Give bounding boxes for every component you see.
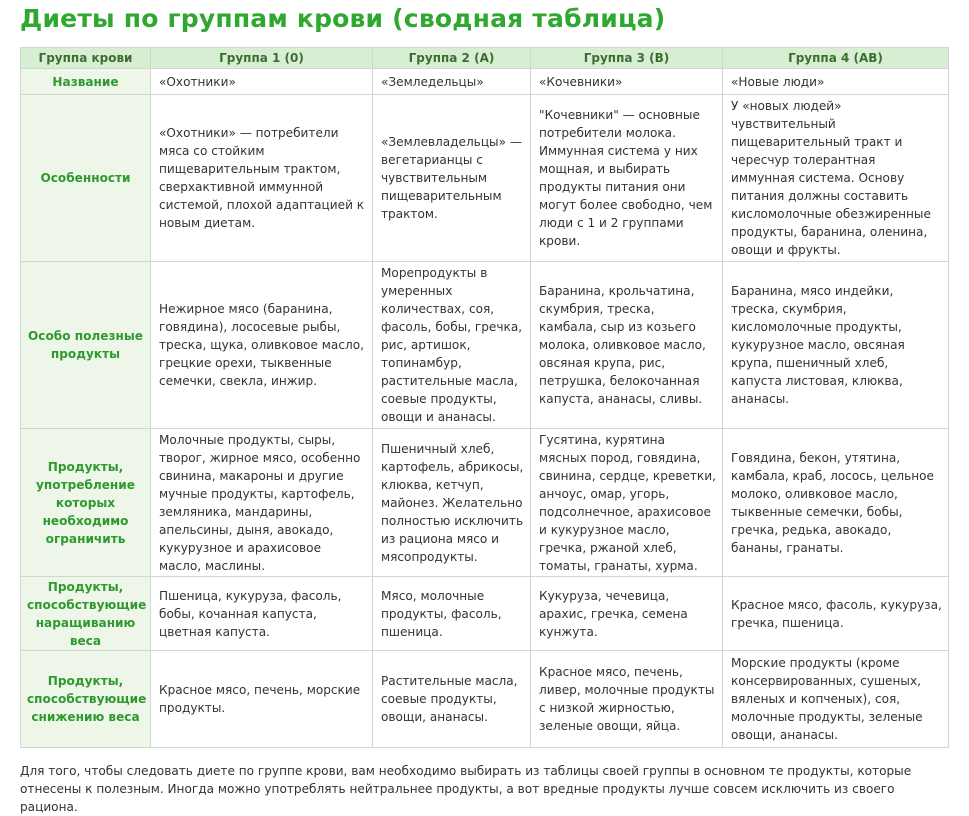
table-cell: "Кочевники" — основные потребители молока. Иммунная система у них мощная, и выбирать продукты питания они могут более свободно, чем люди с 1 и 2 группами крови. <box>531 95 723 262</box>
table-cell: Баранина, мясо индейки, треска, скумбрия, кисломолочные продукты, кукурузное масло, овсяная крупа, пшеничный хлеб, капуста листовая, клюква, ананасы. <box>723 262 949 429</box>
table-row-features <box>21 95 949 262</box>
table-row-weight-loss <box>21 651 949 748</box>
row-label-limit: Продукты, употребление которых необходимо ограничить <box>21 429 151 577</box>
table-cell: Пшеница, кукуруза, фасоль, бобы, кочанная капуста, цветная капуста. <box>151 577 373 651</box>
row-label-weight-gain: Продукты, способствующие наращиванию веса <box>21 577 151 651</box>
row-label-features: Особенности <box>21 95 151 262</box>
footnote: Для того, чтобы следовать диете по группе крови, вам необходимо выбирать из таблицы своей группы в основном те продукты, которые отнесены к полезным. Иногда можно употреблять нейтральнее продукты, а вот вредные продукты лучше совсем исключить из своего рациона. <box>20 764 912 814</box>
table-cell: Морские продукты (кроме консервированных, сушеных, вяленых и копченых), соя, молочные продукты, зеленые овощи, ананасы. <box>723 651 949 748</box>
header-group-1: Группа 1 (0) <box>151 48 373 69</box>
table-cell: Красное мясо, печень, ливер, молочные продукты с низкой жирностью, зеленые овощи, яйца. <box>531 651 723 748</box>
table-cell: «Охотники» <box>151 69 373 95</box>
table-cell: «Новые люди» <box>723 69 949 95</box>
table-cell: Мясо, молочные продукты, фасоль, пшеница. <box>373 577 531 651</box>
row-label-useful: Особо полезные продукты <box>21 262 151 429</box>
table-row-limit <box>21 429 949 577</box>
table-cell: «Охотники» — потребители мяса со стойким пищеварительным трактом, сверхактивной иммунной системой, плохой адаптацией к новым диетам. <box>151 95 373 262</box>
header-group-4: Группа 4 (АВ) <box>723 48 949 69</box>
table-row-name <box>21 69 949 95</box>
table-cell: Красное мясо, печень, морские продукты. <box>151 651 373 748</box>
header-group-2: Группа 2 (А) <box>373 48 531 69</box>
header-blood-type: Группа крови <box>21 48 151 69</box>
row-label-name: Название <box>21 69 151 95</box>
blood-type-diet-table <box>20 47 949 748</box>
table-row-weight-gain <box>21 577 949 651</box>
table-cell: У «новых людей» чувствительный пищеварительный тракт и чересчур толерантная иммунная система. Основу питания должны составить кисломолочные обезжиренные продукты, баранина, оленина, овощи и фрукты. <box>723 95 949 262</box>
table-cell: «Землевладельцы» — вегетарианцы с чувствительным пищеварительным трактом. <box>373 95 531 262</box>
table-cell: Гусятина, курятина мясных пород, говядина, свинина, сердце, креветки, анчоус, омар, угорь, подсолнечное, арахисовое и кукурузное масло, гречка, ржаной хлеб, томаты, гранаты, хурма. <box>531 429 723 577</box>
table-header-row <box>21 48 949 69</box>
table-cell: Нежирное мясо (баранина, говядина), лососевые рыбы, треска, щука, оливковое масло, грецкие орехи, тыквенные семечки, свекла, инжир. <box>151 262 373 429</box>
table-cell: Говядина, бекон, утятина, камбала, краб, лосось, цельное молоко, оливковое масло, тыквенные семечки, бобы, гречка, редька, авокадо, бананы, гранаты. <box>723 429 949 577</box>
table-cell: Красное мясо, фасоль, кукуруза, гречка, пшеница. <box>723 577 949 651</box>
table-cell: «Земледельцы» <box>373 69 531 95</box>
table-cell: Морепродукты в умеренных количествах, соя, фасоль, бобы, гречка, рис, артишок, топинамбур, растительные масла, соевые продукты, овощи и ананасы. <box>373 262 531 429</box>
page-title: Диеты по группам крови (сводная таблица) <box>20 4 666 33</box>
table-cell: Пшеничный хлеб, картофель, абрикосы, клюква, кетчуп, майонез. Желательно полностью исключить из рациона мясо и мясопродукты. <box>373 429 531 577</box>
header-group-3: Группа 3 (В) <box>531 48 723 69</box>
table-row-useful <box>21 262 949 429</box>
row-label-weight-loss: Продукты, способствующие снижению веса <box>21 651 151 748</box>
table-cell: Баранина, крольчатина, скумбрия, треска, камбала, сыр из козьего молока, оливковое масло, овсяная крупа, рис, петрушка, белокочанная капуста, ананасы, сливы. <box>531 262 723 429</box>
table-cell: Кукуруза, чечевица, арахис, гречка, семена кунжута. <box>531 577 723 651</box>
table-cell: Молочные продукты, сыры, творог, жирное мясо, особенно свинина, макароны и другие мучные продукты, картофель, земляника, мандарины, апельсины, дыня, авокадо, кукурузное и арахисовое масло, маслины. <box>151 429 373 577</box>
table-cell: Растительные масла, соевые продукты, овощи, ананасы. <box>373 651 531 748</box>
table-cell: «Кочевники» <box>531 69 723 95</box>
